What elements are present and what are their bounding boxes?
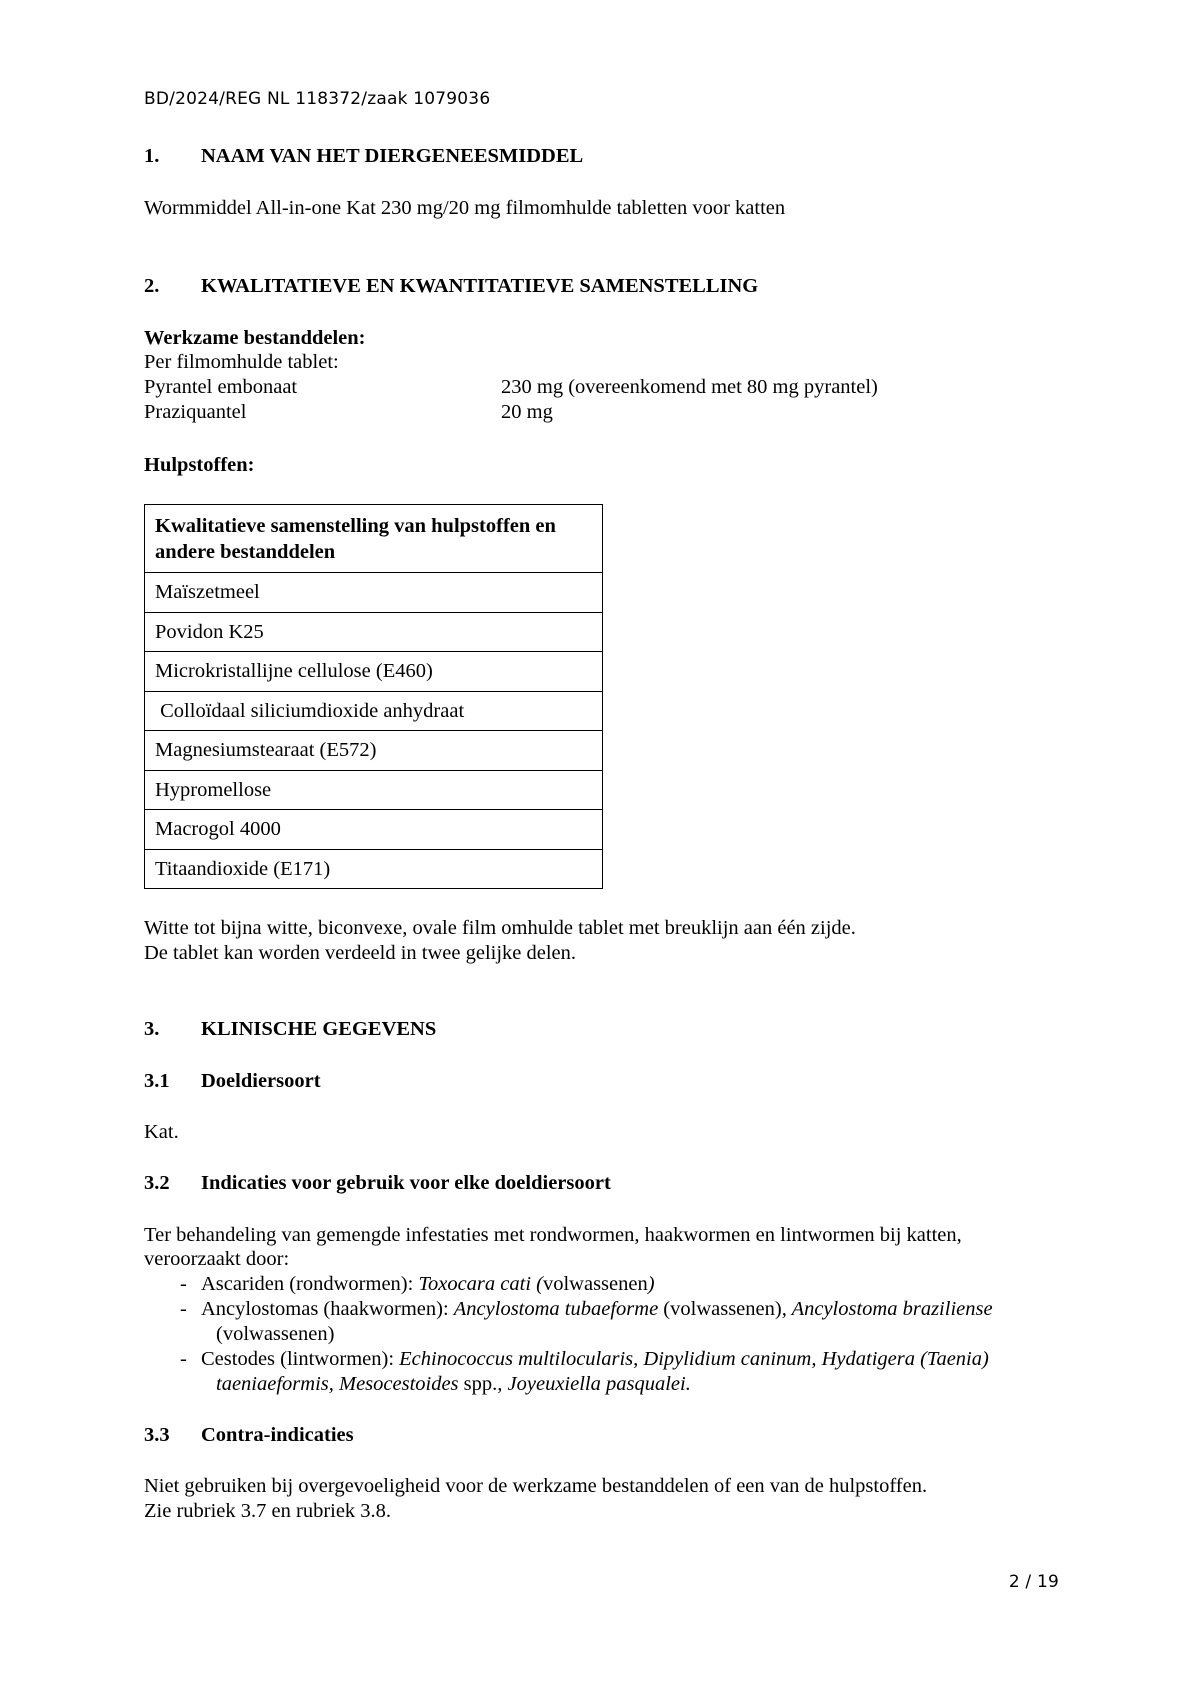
subsection-number: 3.2 <box>144 1172 170 1194</box>
subsection-title: Indicaties voor gebruik voor elke doeldiersoort <box>201 1172 611 1194</box>
subsection-title: Doeldiersoort <box>201 1070 321 1092</box>
list-item-continuation: (volwassenen) <box>216 1323 335 1345</box>
table-cell: Hypromellose <box>145 770 603 810</box>
indications-text: Ter behandeling van gemengde infestaties met rondwormen, haakwormen en lintwormen bij katten, <box>144 1224 962 1246</box>
contraindications-text: Niet gebruiken bij overgevoeligheid voor de werkzame bestanddelen of een van de hulpstoffen. <box>144 1475 928 1497</box>
subsection-title: Contra-indicaties <box>201 1424 354 1446</box>
table-cell: Maïszetmeel <box>145 573 603 613</box>
list-dash: - <box>180 1348 187 1370</box>
ingredient-amount: 20 mg <box>501 401 553 423</box>
table-row <box>145 731 603 771</box>
table-cell: Titaandioxide (E171) <box>145 849 603 889</box>
table-cell: Microkristallijne cellulose (E460) <box>145 652 603 692</box>
list-item: Ascariden (rondwormen): Toxocara cati (volwassenen) <box>201 1273 655 1295</box>
table-row <box>145 849 603 889</box>
table-row <box>145 691 603 731</box>
reference-number: BD/2024/REG NL 118372/zaak 1079036 <box>144 89 491 109</box>
page-number: 2 / 19 <box>1008 1572 1059 1592</box>
excipients-table <box>144 504 603 889</box>
ingredient-amount: 230 mg (overeenkomend met 80 mg pyrantel) <box>501 376 878 398</box>
section3-number: 3. <box>144 1018 160 1040</box>
list-item: Ancylostomas (haakwormen): Ancylostoma tubaeforme (volwassenen), Ancylostoma braziliense <box>201 1298 993 1320</box>
table-header-row <box>145 505 603 573</box>
list-item: Cestodes (lintwormen): Echinococcus multilocularis, Dipylidium caninum, Hydatigera (Taenia) <box>201 1348 989 1370</box>
excipients-heading: Hulpstoffen: <box>144 454 255 476</box>
list-item-continuation: taeniaeformis, Mesocestoides spp., Joyeuxiella pasqualei. <box>216 1373 691 1395</box>
active-ingredients-heading: Werkzame bestanddelen: <box>144 327 366 349</box>
list-dash: - <box>180 1273 187 1295</box>
table-row <box>145 612 603 652</box>
table-cell: Povidon K25 <box>145 612 603 652</box>
indications-text: veroorzaakt door: <box>144 1248 290 1270</box>
product-name: Wormmiddel All-in-one Kat 230 mg/20 mg filmomhulde tabletten voor katten <box>144 197 786 219</box>
table-row <box>145 810 603 850</box>
table-row <box>145 770 603 810</box>
table-cell: Colloïdaal siliciumdioxide anhydraat <box>145 691 603 731</box>
table-header-cell: Kwalitatieve samenstelling van hulpstoffen en andere bestanddelen <box>145 505 603 573</box>
per-tablet-label: Per filmomhulde tablet: <box>144 351 339 373</box>
section2-title: KWALITATIEVE EN KWANTITATIEVE SAMENSTELLING <box>201 275 759 297</box>
section3-title: KLINISCHE GEGEVENS <box>201 1018 437 1040</box>
ingredient-name: Pyrantel embonaat <box>144 376 298 398</box>
section1-number: 1. <box>144 145 160 167</box>
subsection-number: 3.3 <box>144 1424 170 1446</box>
table-cell: Macrogol 4000 <box>145 810 603 850</box>
table-row <box>145 652 603 692</box>
subsection-number: 3.1 <box>144 1070 170 1092</box>
tablet-description: Witte tot bijna witte, biconvexe, ovale film omhulde tablet met breuklijn aan één zijde. <box>144 917 856 939</box>
tablet-description: De tablet kan worden verdeeld in twee gelijke delen. <box>144 942 577 964</box>
contraindications-text: Zie rubriek 3.7 en rubriek 3.8. <box>144 1500 392 1522</box>
ingredient-name: Praziquantel <box>144 401 247 423</box>
target-species: Kat. <box>144 1121 179 1143</box>
table-row <box>145 573 603 613</box>
section2-number: 2. <box>144 275 160 297</box>
section1-title: NAAM VAN HET DIERGENEESMIDDEL <box>201 145 584 167</box>
table-cell: Magnesiumstearaat (E572) <box>145 731 603 771</box>
list-dash: - <box>180 1298 187 1320</box>
